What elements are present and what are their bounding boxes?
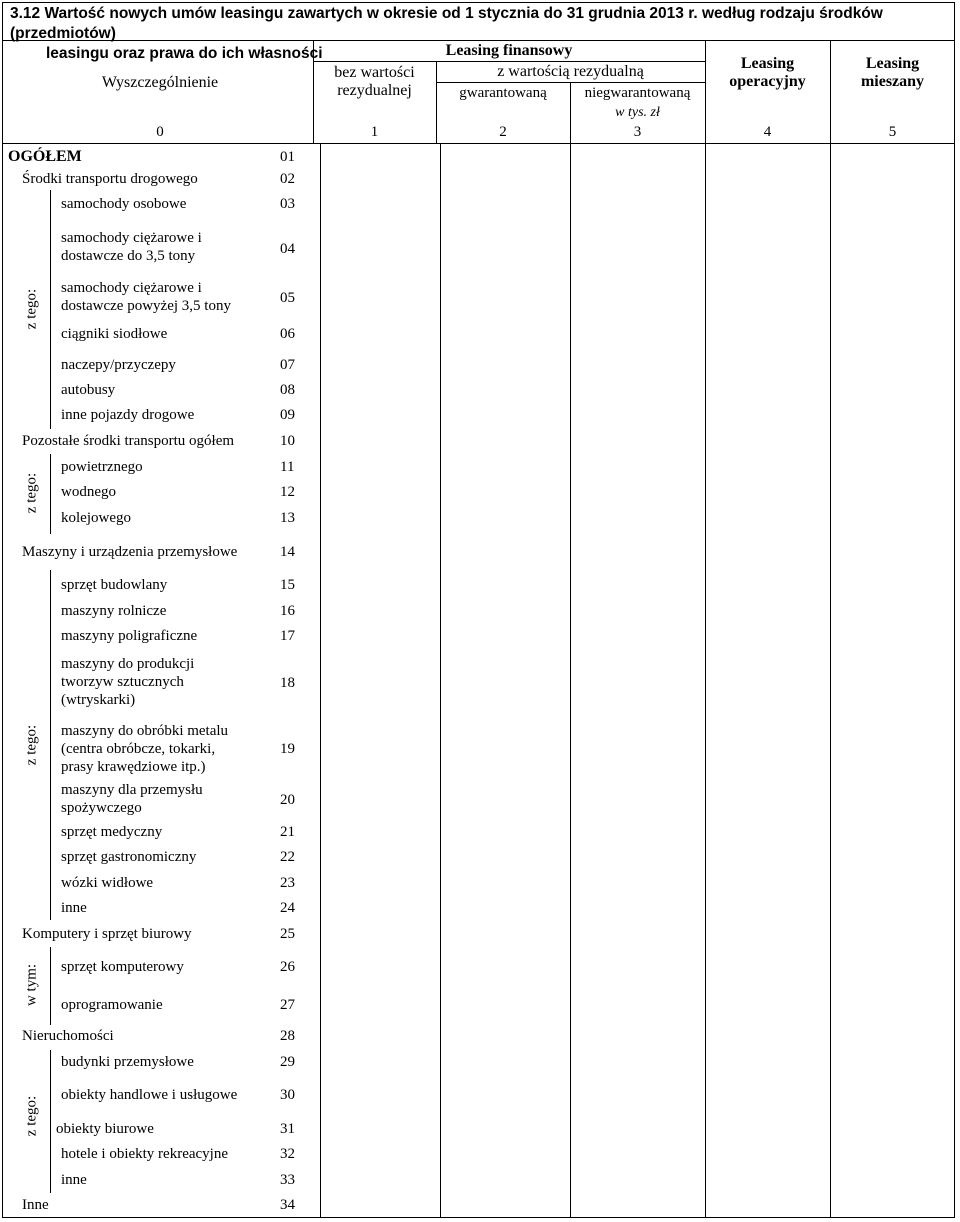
row-num-22: 22 [280, 849, 295, 865]
side-label-transport: z tego: [23, 288, 40, 330]
row-label-10: Pozostałe środki transportu ogółem [22, 433, 235, 449]
row-label-09: inne pojazdy drogowe [61, 407, 195, 423]
side-label-computers: w tym: [23, 963, 40, 1007]
row-label-28: Nieruchomości [22, 1028, 114, 1044]
row-label-17: maszyny poligraficzne [61, 628, 198, 644]
row-num-29: 29 [280, 1054, 295, 1070]
row-label-19: maszyny do obróbki metalu (centra obróbcze, tokarki, prasy krawędziowe itp.) [61, 723, 229, 775]
side-label-other-transport: z tego: [23, 472, 40, 514]
row-num-09: 09 [280, 407, 295, 423]
group-line-4 [50, 947, 51, 1025]
row-num-28: 28 [280, 1028, 295, 1044]
col-divider-head-1 [313, 40, 314, 143]
row-label-24: inne [61, 900, 87, 916]
header-no-residual-2: rezydualnej [337, 82, 412, 99]
col-number-5: 5 [888, 124, 897, 140]
header-spec: Wyszczególnienie [101, 74, 219, 91]
col-divider-head-2 [436, 61, 437, 143]
row-label-23: wózki widłowe [61, 875, 154, 891]
col-number-2: 2 [499, 124, 507, 140]
header-financial: Leasing finansowy [445, 42, 573, 59]
header-unit: w tys. zł [615, 105, 660, 120]
row-label-04: samochody ciężarowe i dostawcze do 3,5 tony [61, 230, 202, 264]
row-label-12: wodnego [61, 484, 116, 500]
col-divider-head-3 [570, 82, 571, 143]
row-label-33: inne [61, 1172, 87, 1188]
row-num-12: 12 [280, 484, 295, 500]
header-top-rule [2, 40, 955, 41]
row-label-25: Komputery i sprzęt biurowy [22, 926, 192, 942]
row-num-08: 08 [280, 382, 295, 398]
col-number-0: 0 [156, 124, 164, 140]
row-label-05: samochody ciężarowe i dostawcze powyżej 3,5 tony [61, 280, 231, 314]
row-num-13: 13 [280, 510, 295, 526]
header-no-residual-1: bez wartości [334, 64, 415, 81]
row-num-27: 27 [280, 997, 295, 1013]
row-label-34: Inne [22, 1197, 49, 1213]
row-label-03: samochody osobowe [61, 196, 187, 212]
header-guaranteed: gwarantowaną [459, 85, 547, 101]
col-divider-1 [320, 143, 321, 1218]
row-label-11: powietrznego [61, 459, 143, 475]
row-num-33: 33 [280, 1172, 295, 1188]
row-label-21: sprzęt medyczny [61, 824, 163, 840]
row-label-18: maszyny do produkcji tworzyw sztucznych (wtryskarki) [61, 656, 195, 708]
group-line-1 [50, 190, 51, 429]
row-num-16: 16 [280, 603, 295, 619]
row-num-32: 32 [280, 1146, 295, 1162]
row-num-05: 05 [280, 290, 295, 306]
col-number-3: 3 [633, 124, 642, 140]
row-num-34: 34 [280, 1197, 295, 1213]
row-label-31: obiekty biurowe [56, 1121, 154, 1137]
row-num-15: 15 [280, 577, 295, 593]
row-label-15: sprzęt budowlany [61, 577, 168, 593]
title-line-2: leasingu oraz prawa do ich własności [46, 45, 323, 62]
header-with-residual: z wartością rezydualną [497, 63, 644, 80]
side-label-real-estate: z tego: [23, 1095, 40, 1137]
row-num-21: 21 [280, 824, 295, 840]
row-num-02: 02 [280, 171, 295, 187]
row-num-01: 01 [280, 149, 295, 165]
row-label-29: budynki przemysłowe [61, 1054, 194, 1070]
row-label-02: Środki transportu drogowego [22, 171, 198, 187]
row-num-10: 10 [280, 433, 295, 449]
row-label-01: OGÓŁEM [8, 148, 82, 165]
row-num-24: 24 [280, 900, 295, 916]
header-operating-1: Leasing [740, 55, 795, 72]
row-num-11: 11 [280, 459, 295, 475]
row-label-27: oprogramowanie [61, 997, 163, 1013]
col-divider-head-4 [705, 40, 706, 143]
row-num-06: 06 [280, 326, 295, 342]
row-num-14: 14 [280, 544, 295, 560]
row-label-30: obiekty handlowe i usługowe [61, 1087, 238, 1103]
row-num-19: 19 [280, 741, 295, 757]
header-mixed-1: Leasing [865, 55, 920, 72]
col-divider-5 [830, 143, 831, 1218]
col-number-4: 4 [763, 124, 772, 140]
row-num-18: 18 [280, 675, 295, 691]
row-num-23: 23 [280, 875, 295, 891]
row-label-08: autobusy [61, 382, 116, 398]
row-num-26: 26 [280, 959, 295, 975]
col-number-1: 1 [370, 124, 379, 140]
row-label-13: kolejowego [61, 510, 131, 526]
side-label-machines: z tego: [23, 724, 40, 766]
header-mixed-2: mieszany [860, 73, 925, 90]
header-bottom-rule [2, 143, 955, 144]
row-label-22: sprzęt gastronomiczny [61, 849, 197, 865]
header-unguaranteed: niegwarantowaną [584, 85, 691, 101]
row-num-20: 20 [280, 792, 295, 808]
row-label-20: maszyny dla przemysłu spożywczego [61, 782, 203, 816]
row-num-30: 30 [280, 1087, 295, 1103]
row-num-25: 25 [280, 926, 295, 942]
group-line-2 [50, 454, 51, 534]
row-label-16: maszyny rolnicze [61, 603, 167, 619]
row-label-32: hotele i obiekty rekreacyjne [61, 1146, 229, 1162]
row-label-06: ciągniki siodłowe [61, 326, 168, 342]
row-num-07: 07 [280, 357, 295, 373]
col-divider-4 [705, 143, 706, 1218]
row-num-17: 17 [280, 628, 295, 644]
header-operating-2: operacyjny [729, 73, 806, 90]
col-divider-2 [440, 143, 441, 1218]
financial-rule [313, 61, 705, 62]
col-divider-3 [570, 143, 571, 1218]
row-label-14: Maszyny i urządzenia przemysłowe [22, 544, 238, 560]
row-label-07: naczepy/przyczepy [61, 357, 176, 373]
row-num-31: 31 [280, 1121, 295, 1137]
col-divider-head-5 [830, 40, 831, 143]
row-num-03: 03 [280, 196, 295, 212]
group-line-5 [50, 1050, 51, 1193]
row-label-26: sprzęt komputerowy [61, 959, 184, 975]
group-line-3 [50, 570, 51, 920]
title-line-1: 3.12 Wartość nowych umów leasingu zawartych w okresie od 1 stycznia do 31 grudnia 2013 r. według rodzaju środków (przedmiotów) [10, 5, 883, 42]
row-num-04: 04 [280, 241, 295, 257]
